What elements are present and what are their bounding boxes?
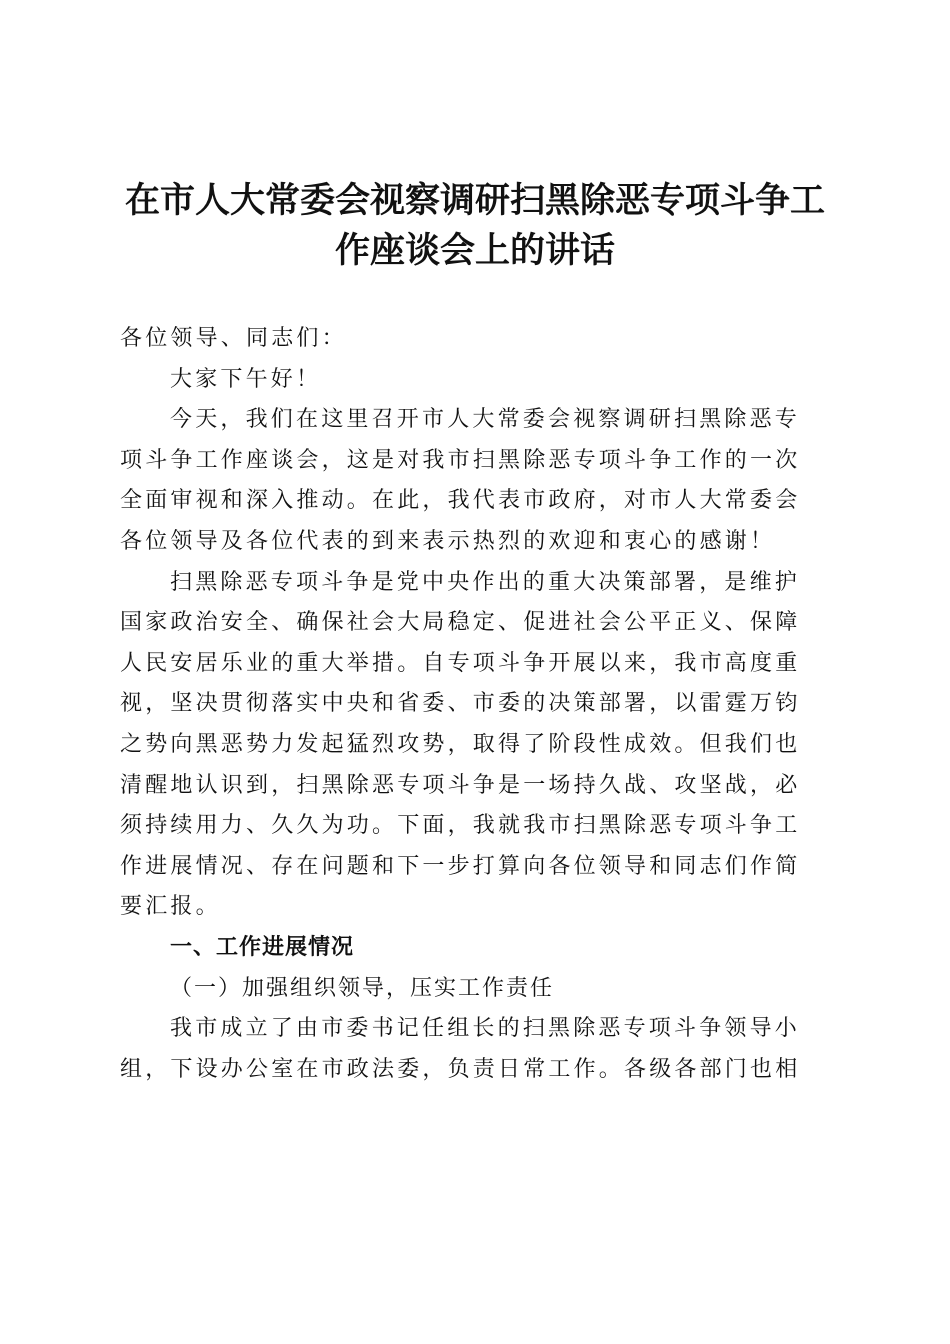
paragraph-2-line: 国家政治安全、确保社会大局稳定、促进社会公平正义、保障 <box>120 610 801 636</box>
paragraph-3-line: 组，下设办公室在市政法委，负责日常工作。各级各部门也相 <box>120 1056 801 1082</box>
paragraph-1-line: 各位领导及各位代表的到来表示热烈的欢迎和衷心的感谢！ <box>120 528 776 554</box>
paragraph-1-line: 今天，我们在这里召开市人大常委会视察调研扫黑除恶专 <box>170 407 801 433</box>
paragraph-2-line: 之势向黑恶势力发起猛烈攻势，取得了阶段性成效。但我们也 <box>120 731 801 757</box>
paragraph-2-line: 作进展情况、存在问题和下一步打算向各位领导和同志们作简 <box>120 853 801 879</box>
paragraph-1-line: 全面审视和深入推动。在此，我代表市政府，对市人大常委会 <box>120 488 801 514</box>
paragraph-2-line: 扫黑除恶专项斗争是党中央作出的重大决策部署，是维护 <box>170 569 801 595</box>
greeting: 大家下午好！ <box>170 366 322 392</box>
title-line: 作座谈会上的讲话 <box>334 231 615 271</box>
salutation: 各位领导、同志们： <box>120 326 347 351</box>
document-title <box>108 176 842 276</box>
document-body <box>120 319 825 1090</box>
subsection-heading: （一）加强组织领导，压实工作责任 <box>170 975 555 1001</box>
paragraph-2-line: 要汇报。 <box>120 894 221 920</box>
paragraph-2-line: 清醒地认识到，扫黑除恶专项斗争是一场持久战、攻坚战，必 <box>120 772 801 798</box>
paragraph-2-line: 须持续用力、久久为功。下面，我就我市扫黑除恶专项斗争工 <box>120 813 801 839</box>
paragraph-3-line: 我市成立了由市委书记任组长的扫黑除恶专项斗争领导小 <box>170 1016 801 1042</box>
paragraph-2-line: 人民安居乐业的重大举措。自专项斗争开展以来，我市高度重 <box>120 650 801 676</box>
paragraph-2-line: 视，坚决贯彻落实中央和省委、市委的决策部署，以雷霆万钧 <box>120 691 801 717</box>
paragraph-1-line: 项斗争工作座谈会，这是对我市扫黑除恶专项斗争工作的一次 <box>120 447 801 473</box>
section-heading: 一、工作进展情况 <box>170 934 355 960</box>
title-line: 在市人大常委会视察调研扫黑除恶专项斗争工 <box>124 181 825 221</box>
